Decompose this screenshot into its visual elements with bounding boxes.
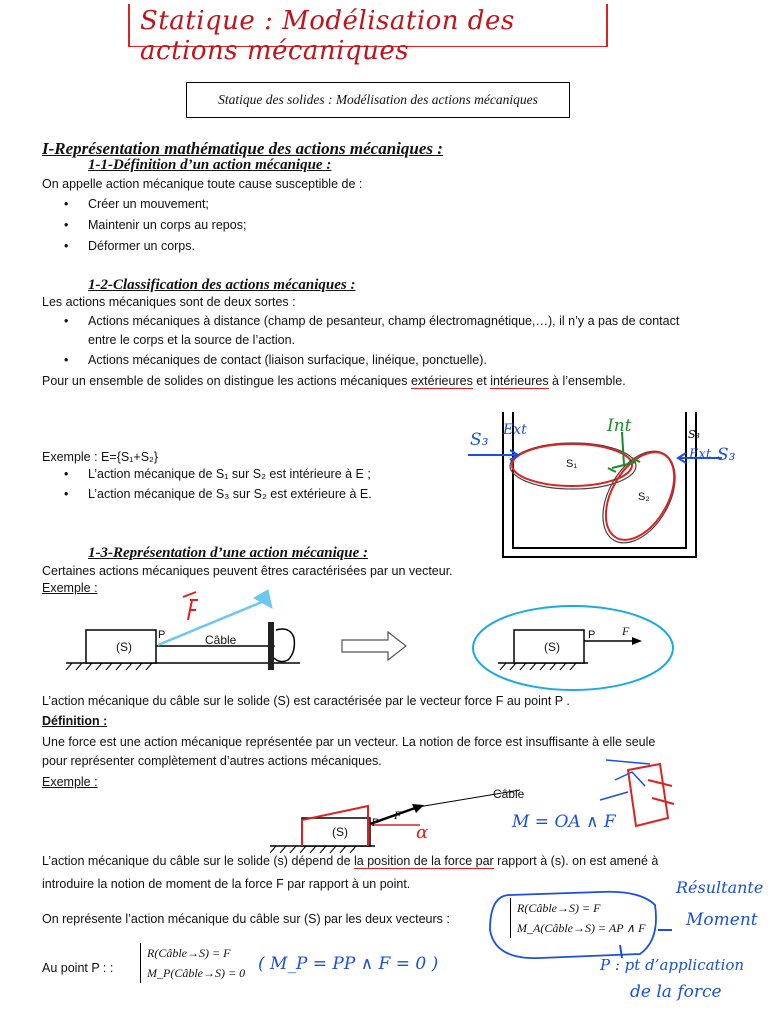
caption-2-pre: L’action mécanique du câble sur le solide (s) dépend de — [42, 854, 355, 868]
definition-label: Définition : — [42, 714, 108, 728]
ensemble-post: à l’ensemble. — [548, 374, 626, 388]
label-p-1: P — [158, 629, 166, 641]
sub3-intro: Certaines actions mécaniques peuvent êtres caractérisées par un vecteur. — [42, 564, 453, 578]
sub3-exemple-label: Exemple : — [42, 581, 98, 595]
exemple-2-label: Exemple : — [42, 775, 98, 789]
label-solid-s-2: (S) — [544, 640, 560, 654]
equation-r-cable: R(Câble→S) = F — [517, 901, 601, 915]
label-p-3: P — [372, 817, 380, 829]
subsection-1-1-title: 1-1-Définition d’un action mécanique : — [88, 157, 332, 173]
equation-r-p: R(Câble→S) = F — [147, 946, 231, 960]
caption-2-post: rapport à (s). on est amené à — [493, 854, 659, 868]
sub1-bullet-3: • Déformer un corps. — [88, 239, 195, 253]
label-p-2: P — [588, 629, 596, 641]
ensemble-int: intérieures — [490, 374, 549, 388]
sub2-intro: Les actions mécaniques sont de deux sortes : — [42, 295, 296, 309]
equation-system-p — [140, 943, 245, 983]
annotation-mp-eq: ( M_P = PP ∧ F = 0 ) — [258, 954, 439, 974]
label-s1: S₁ — [566, 458, 578, 470]
label-solid-s-1: (S) — [116, 640, 132, 654]
label-f-3: F — [394, 808, 402, 822]
caption-2-underlined: la position de la force par — [354, 854, 494, 868]
subsection-1-2-title: 1-2-Classification des actions mécaniques : — [88, 277, 356, 293]
caption-2-line-1 — [42, 853, 658, 870]
label-alpha: α — [416, 822, 429, 843]
subsection-1-3-title: 1-3-Représentation d’une action mécanique : — [88, 545, 368, 561]
ensemble-mid: et — [472, 374, 491, 388]
boxed-title: Statique des solides : Modélisation des actions mécaniques — [186, 82, 570, 118]
example-set: Exemple : E={S₁+S₂} — [42, 450, 159, 464]
annotation-ext-right: Ext — [689, 447, 712, 462]
label-s2: S₂ — [638, 491, 650, 503]
annotation-s3-right: S₃ — [717, 445, 736, 465]
sub1-intro: On appelle action mécanique toute cause susceptible de : — [42, 177, 363, 191]
au-point-label: Au point P : : — [42, 961, 114, 975]
sub1-bullet-1: • Créer un mouvement; — [88, 197, 209, 211]
represent-line: On représente l’action mécanique du câble sur (S) par les deux vecteurs : — [42, 912, 450, 926]
annotation-moment-eq: M = OA ∧ F — [512, 812, 616, 832]
label-cable-2: Câble — [493, 787, 525, 801]
caption-1: L’action mécanique du câble sur le solide (S) est caractérisée par le vecteur force F au point P . — [42, 694, 570, 708]
annotation-int: Int — [607, 416, 632, 436]
sub2-bullet-2: • Actions mécaniques de contact (liaison surfacique, linéique, ponctuelle). — [88, 353, 487, 367]
ensemble-pre: Pour un ensemble de solides on distingue les actions mécaniques — [42, 374, 411, 388]
sub2-bullet-1-line2: entre le corps et la source de l’action. — [88, 333, 296, 347]
label-cable-1: Câble — [205, 633, 237, 647]
annotation-de-la-force: de la force — [630, 982, 722, 1002]
annotation-s3-left: S₃ — [470, 430, 489, 450]
annotation-moment: Moment — [686, 910, 758, 930]
handwritten-title: Statique : Modélisation des actions mécaniques — [140, 6, 515, 66]
example-bullet-2: • L’action mécanique de S₃ sur S₂ est extérieure à E. — [88, 487, 372, 501]
example-bullet-1: • L’action mécanique de S₁ sur S₂ est intérieure à E ; — [88, 467, 371, 481]
annotation-resultante: Résultante — [676, 878, 764, 897]
ensemble-ext: extérieures — [410, 374, 473, 388]
annotation-pt-application: P : pt d’application — [600, 956, 745, 974]
sub1-bullet-2: • Maintenir un corps au repos; — [88, 218, 246, 232]
equation-m-p: M_P(Câble→S) = 0 — [147, 966, 246, 980]
equation-m-cable: M_A(Câble→S) = AP ∧ F — [517, 921, 646, 935]
label-f-2: F — [622, 624, 630, 638]
definition-line-1: Une force est une action mécanique représentée par un vecteur. La notion de force est insuffisante à elle seule — [42, 735, 656, 749]
label-s3: S₃ — [688, 428, 700, 441]
equation-system-a — [510, 898, 645, 938]
label-solid-s-3: (S) — [332, 825, 348, 839]
caption-2-line-2: introduire la notion de moment de la force F par rapport à un point. — [42, 877, 411, 891]
annotation-ext-left: Ext — [503, 422, 527, 438]
sub2-bullet-1-line1: • Actions mécaniques à distance (champ de pesanteur, champ électromagnétique,…), il n’y a pas de contact — [88, 314, 679, 328]
definition-line-2: pour représenter complètement d’autres actions mécaniques. — [42, 754, 382, 768]
section-1-title: I-Représentation mathématique des actions mécaniques : — [42, 139, 443, 158]
